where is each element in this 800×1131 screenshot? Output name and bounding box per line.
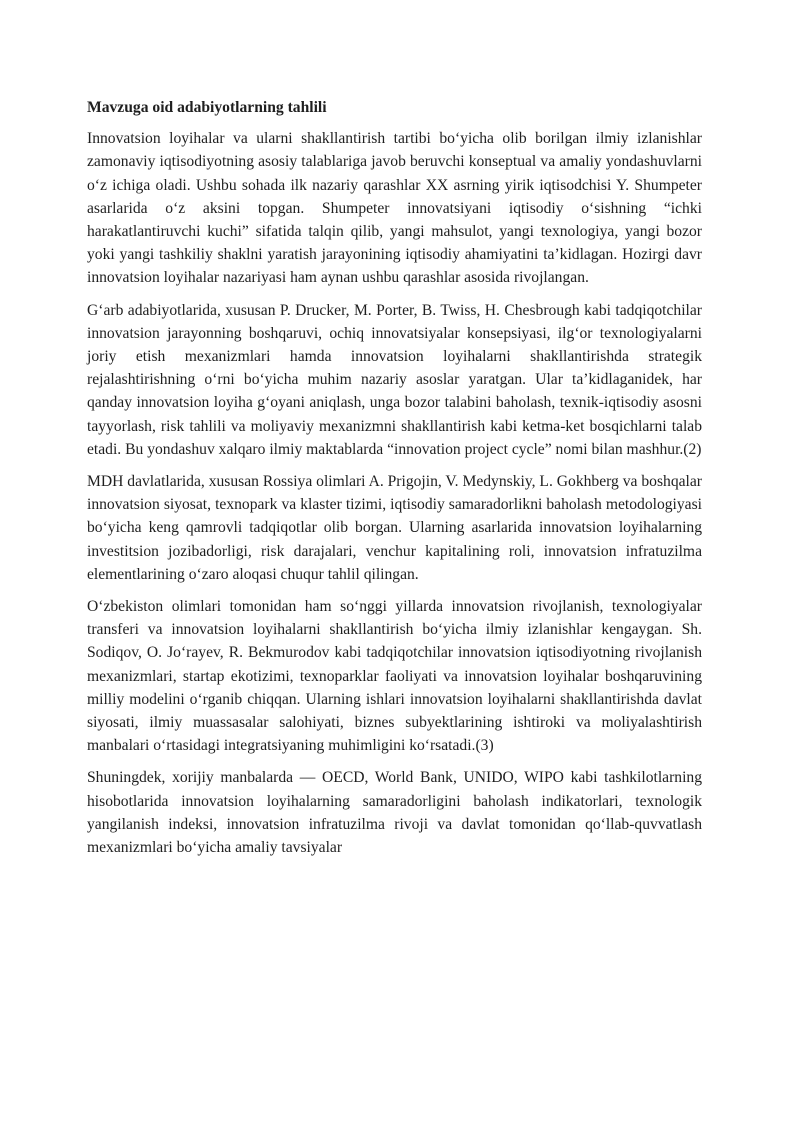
document-body bbox=[87, 96, 702, 868]
paragraph-uzbek-literature: O‘zbekiston olimlari tomonidan ham so‘nggi yillarda innovatsion rivojlanish, texnologiyalar transferi va innovatsion loyihalarni shakllantirish bo‘yicha ilmiy izlanishlar kengaygan. Sh. Sodiqov, O. Jo‘rayev, R. Bekmurodov kabi tadqiqotchilar innovatsion iqtisodiyotning rivojlanish mexanizmlari, startap ekotizimi, texnoparklar faoliyati va innovatsion loyihalar boshqaruvining milliy modelini o‘rganib chiqqan. Ularning ishlari innovatsion loyihalarni shakllantirishda davlat siyosati, ilmiy muassasalar salohiyati, biznes subyektlarining ishtiroki va moliyalashtirish manbalari o‘rtasidagi integratsiyaning muhimligini ko‘rsatadi.(3) bbox=[87, 598, 702, 755]
section-heading: Mavzuga oid adabiyotlarning tahlili bbox=[87, 99, 327, 116]
paragraph-international-sources: Shuningdek, xorijiy manbalarda — OECD, World Bank, UNIDO, WIPO kabi tashkilotlarning hisobotlarida innovatsion loyihalarning samaradorligini baholash indikatorlari, texnologik yangilanish indeksi, innovatsion infratuzilma rivoji va davlat tomonidan qo‘llab-quvvatlash mexanizmlari bo‘yicha amaliy tavsiyalar bbox=[87, 769, 702, 857]
paragraph-western-literature: G‘arb adabiyotlarida, xususan P. Drucker, M. Porter, B. Twiss, H. Chesbrough kabi tadqiqotchilar innovatsion jarayonning boshqaruvi, ochiq innovatsiyalar konsepsiyasi, ilg‘or texnologiyalarni joriy etish mexanizmlari hamda innovatsion loyihalarni shakllantirishda strategik rejalashtirishning o‘rni bo‘yicha muhim nazariy asoslar yaratgan. Ular ta’kidlaganidek, har qanday innovatsion loyiha g‘oyani aniqlash, unga bozor talabini baholash, texnik-iqtisodiy asosni tayyorlash, risk tahlili va moliyaviy mexanizmni shakllantirish kabi ketma-ket bosqichlarni talab etadi. Bu yondashuv xalqaro ilmiy maktablarda “innovation project cycle” nomi bilan mashhur.(2) bbox=[87, 301, 702, 458]
paragraph-cis-literature: MDH davlatlarida, xususan Rossiya olimlari A. Prigojin, V. Medynskiy, L. Gokhberg va boshqalar innovatsion siyosat, texnopark va klaster tizimi, iqtisodiy samaradorlikni baholash metodologiyasi bo‘yicha keng qamrovli tadqiqotlar olib borgan. Ularning asarlarida innovatsion loyihalarning investitsion jozibadorligi, risk darajalari, venchur kapitalining roli, innovatsion infratuzilma elementlarining o‘zaro aloqasi chuqur tahlil qilingan. bbox=[87, 473, 702, 583]
paragraph-intro: Innovatsion loyihalar va ularni shakllantirish tartibi bo‘yicha olib borilgan ilmiy izlanishlar zamonaviy iqtisodiyotning asosiy talablariga javob beruvchi konseptual va amaliy yondashuvlarni o‘z ichiga oladi. Ushbu sohada ilk nazariy qarashlar XX asrning yirik iqtisodchisi Y. Shumpeter asarlarida o‘z aksini topgan. Shumpeter innovatsiyani iqtisodiy o‘sishning “ichki harakatlantiruvchi kuchi” sifatida talqin qilib, yangi mahsulot, yangi texnologiya, yangi bozor yoki yangi tashkiliy shaklni yaratish jarayonining iqtisodiy ahamiyatini ta’kidlagan. Hozirgi davr innovatsion loyihalar nazariyasi ham aynan ushbu qarashlar asosida rivojlangan. bbox=[87, 130, 702, 287]
